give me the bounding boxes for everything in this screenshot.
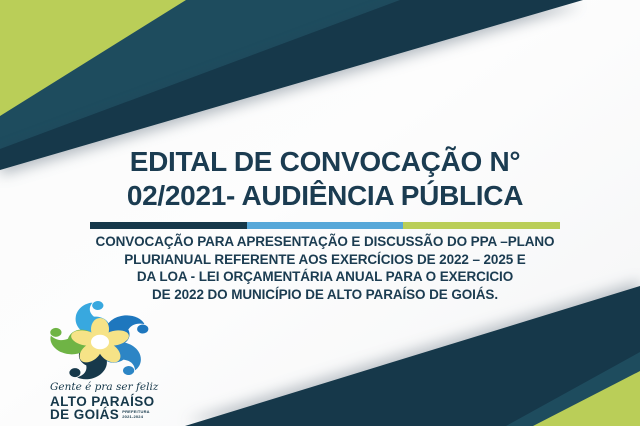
body-text-line-3: DA LOA - LEI ORÇAMENTÁRIA ANUAL PARA O EXERCICIO (136, 269, 514, 284)
divider-segment-lime (403, 222, 560, 229)
logo-tagline: Gente é pra ser feliz (50, 381, 159, 393)
page-title-line-2: 02/2021- AUDIÊNCIA PÚBLICA (126, 180, 524, 211)
body-text-line-4: DE 2022 DO MUNICÍPIO DE ALTO PARAÍSO DE GOIÁS. (152, 286, 498, 302)
body-text-line-1: CONVOCAÇÃO PARA APRESENTAÇÃO E DISCUSSÃO DO PPA –PLANO (95, 234, 555, 249)
body-text (20, 233, 630, 303)
logo-subtext (122, 410, 150, 419)
logo-subtext-line-1: PREFEITURA (122, 409, 150, 414)
divider-segment-sky (247, 222, 404, 229)
divider-segment-navy (90, 222, 247, 229)
page-title-line-1: EDITAL DE CONVOCAÇÃO N° (129, 146, 521, 177)
municipality-logo (38, 300, 162, 421)
logo-city-name-line-1: ALTO PARAÍSO (50, 394, 155, 409)
page-title (20, 145, 630, 213)
logo-subtext-line-2: 2021-2024 (122, 413, 144, 419)
divider-bar (90, 222, 560, 229)
body-text-line-2: PLURIANUAL REFERENTE AOS EXERCÍCIOS DE 2022 – 2025 E (124, 251, 526, 267)
logo-flower-icon (41, 300, 159, 384)
logo-city-name-line-2: DE GOIÁS (50, 407, 120, 422)
